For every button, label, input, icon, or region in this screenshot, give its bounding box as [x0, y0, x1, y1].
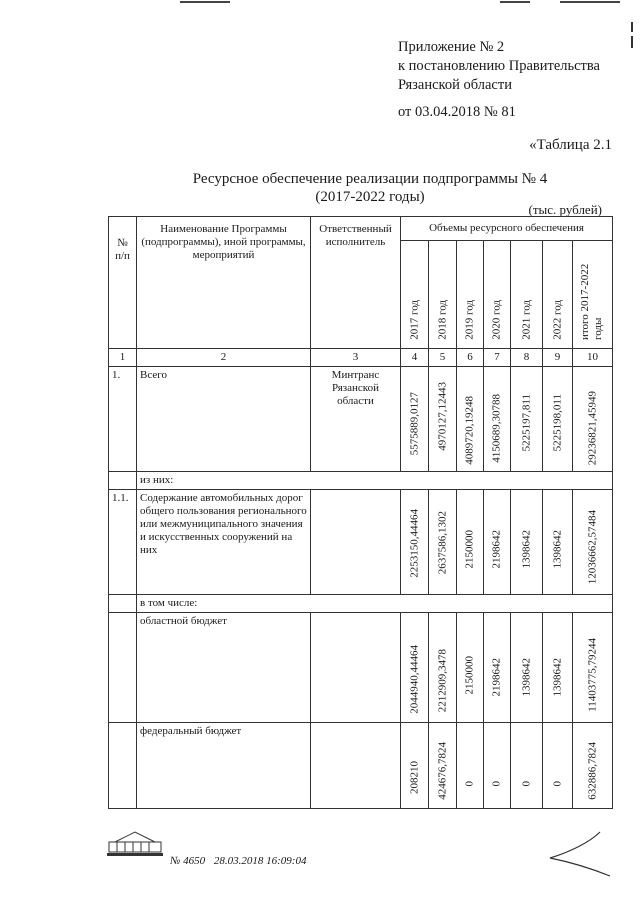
value-cell: 1398642: [543, 490, 573, 595]
row-name: Содержание автомобильных дорог общего пользования регионального или межмуниципального значения и искусственных сооружений на них: [137, 490, 311, 595]
value-cell: 2253150,44464: [401, 490, 429, 595]
document-title: [130, 170, 610, 206]
value-cell: 11403775,79244: [573, 613, 613, 723]
header-name: Наименование Программы (подпрограммы), иной программы, мероприятий: [137, 217, 311, 349]
registration-note: [170, 855, 306, 867]
col-num-10: 10: [573, 349, 613, 367]
row-executor: [311, 723, 401, 809]
scan-artifact-top: [180, 0, 620, 6]
value-cell: 1398642: [511, 490, 543, 595]
value-cell: 632886,7824: [573, 723, 613, 809]
value-cell: 0: [484, 723, 511, 809]
column-numbers-row: [109, 349, 613, 367]
row-num: 1.: [109, 367, 137, 472]
value-cell: 2212909,3478: [429, 613, 457, 723]
value-cell: 5575889,0127: [401, 367, 429, 472]
value-cell: 2150000: [457, 613, 484, 723]
header-year-2020: 2020 год: [484, 241, 511, 349]
table-label: «Таблица 2.1: [529, 137, 612, 153]
value-cell: 2198642: [484, 613, 511, 723]
header-year-2018: 2018 год: [429, 241, 457, 349]
row-executor: [311, 490, 401, 595]
row-num: [109, 613, 137, 723]
table-row-note: [109, 595, 613, 613]
row-num: [109, 723, 137, 809]
signature-mark: [530, 830, 620, 880]
col-num-1: 1: [109, 349, 137, 367]
doc-timestamp: 28.03.2018 16:09:04: [213, 855, 307, 867]
appendix-line-2: к постановлению Правительства: [398, 58, 600, 74]
row-name: областной бюджет: [137, 613, 311, 723]
row-num: 1.1.: [109, 490, 137, 595]
row-executor: Минтранс Рязанской области: [311, 367, 401, 472]
scan-artifact-right: [628, 22, 636, 52]
header-num: № п/п: [109, 217, 137, 349]
title-line-2: (2017-2022 годы): [315, 189, 425, 205]
table-row-regional-budget: [109, 613, 613, 723]
units-label: (тыс. рублей): [528, 202, 602, 217]
table-row-federal-budget: [109, 723, 613, 809]
resource-table: [108, 216, 613, 809]
appendix-block: [398, 38, 600, 122]
col-num-6: 6: [457, 349, 484, 367]
value-cell: 4150689,30788: [484, 367, 511, 472]
row-executor: [311, 613, 401, 723]
doc-number: № 4650: [170, 855, 206, 867]
appendix-line-3: Рязанской области: [398, 77, 512, 93]
value-cell: 0: [511, 723, 543, 809]
value-cell: 0: [457, 723, 484, 809]
col-num-8: 8: [511, 349, 543, 367]
table-row-note: [109, 472, 613, 490]
building-stamp-icon: [105, 828, 165, 858]
value-cell: 2044940,44464: [401, 613, 429, 723]
col-num-7: 7: [484, 349, 511, 367]
value-cell: 1398642: [511, 613, 543, 723]
value-cell: 5225197,811: [511, 367, 543, 472]
header-row-1: [109, 217, 613, 241]
col-num-5: 5: [429, 349, 457, 367]
col-num-3: 3: [311, 349, 401, 367]
table-row-total: [109, 367, 613, 472]
header-year-2019: 2019 год: [457, 241, 484, 349]
col-num-2: 2: [137, 349, 311, 367]
header-year-2017: 2017 год: [401, 241, 429, 349]
note-including: в том числе:: [137, 595, 613, 613]
value-cell: 424676,7824: [429, 723, 457, 809]
value-cell: 2198642: [484, 490, 511, 595]
row-name: Всего: [137, 367, 311, 472]
empty-cell: [109, 472, 137, 490]
row-name: федеральный бюджет: [137, 723, 311, 809]
header-year-2022: 2022 год: [543, 241, 573, 349]
value-cell: 0: [543, 723, 573, 809]
note-of-which: из них:: [137, 472, 613, 490]
value-cell: 12036662,57484: [573, 490, 613, 595]
value-cell: 5225198,011: [543, 367, 573, 472]
value-cell: 29236821,45949: [573, 367, 613, 472]
value-cell: 4970127,12443: [429, 367, 457, 472]
header-executor: Ответственный исполнитель: [311, 217, 401, 349]
value-cell: 2637586,1302: [429, 490, 457, 595]
value-cell: 208210: [401, 723, 429, 809]
header-volumes: Объемы ресурсного обеспечения: [401, 217, 613, 241]
appendix-line-1: Приложение № 2: [398, 39, 505, 55]
col-num-9: 9: [543, 349, 573, 367]
title-line-1: Ресурсное обеспечение реализации подпрограммы № 4: [192, 171, 548, 187]
col-num-4: 4: [401, 349, 429, 367]
header-total: итого 2017-2022 годы: [573, 241, 613, 349]
appendix-date: от 03.04.2018 № 81: [398, 104, 516, 120]
table-row-1-1: [109, 490, 613, 595]
empty-cell: [109, 595, 137, 613]
value-cell: 1398642: [543, 613, 573, 723]
value-cell: 2150000: [457, 490, 484, 595]
value-cell: 4089720,19248: [457, 367, 484, 472]
header-year-2021: 2021 год: [511, 241, 543, 349]
